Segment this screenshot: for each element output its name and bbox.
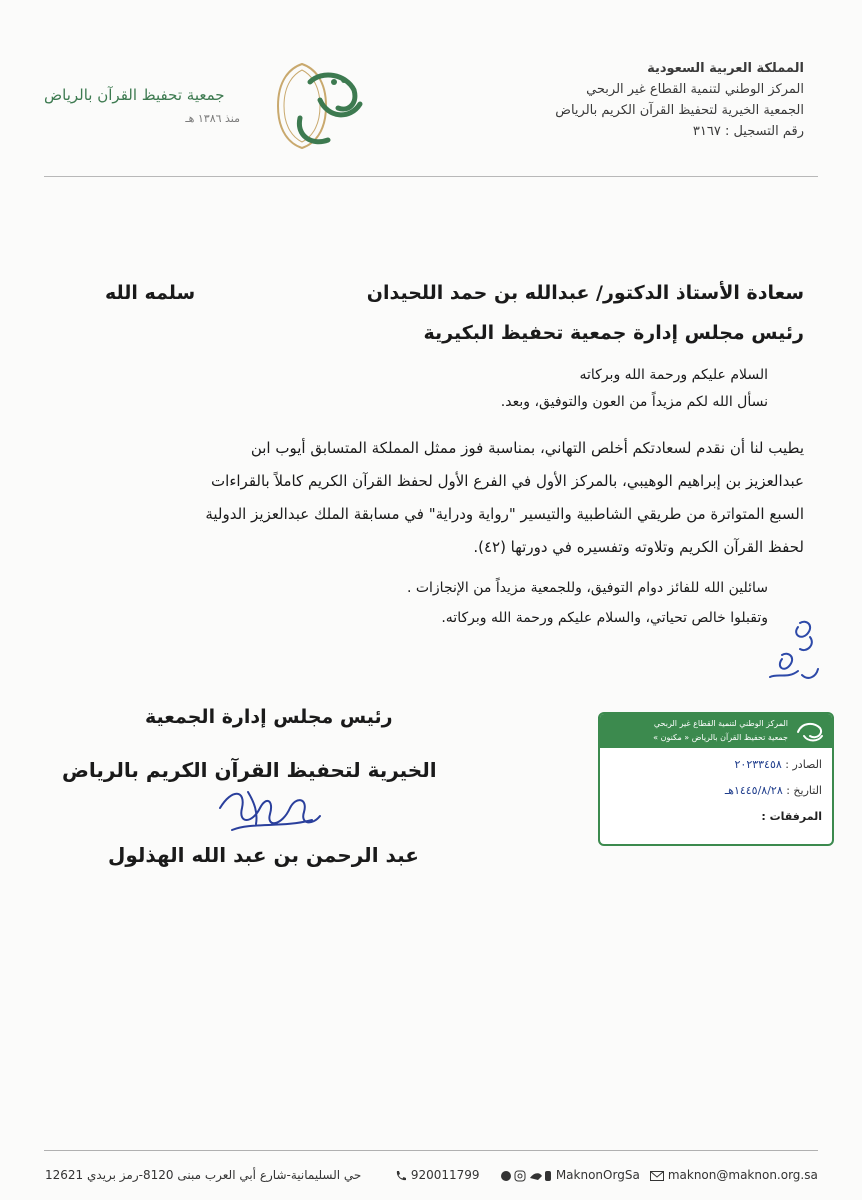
recipient-title: رئيس مجلس إدارة جمعية تحفيظ البكيرية xyxy=(423,322,804,344)
header-center: المركز الوطني لتنمية القطاع غير الربحي xyxy=(586,82,804,97)
signatory-name: عبد الرحمن بن عبد الله الهذلول xyxy=(108,843,419,867)
opening-wish: نسأل الله لكم مزيداً من العون والتوفيق، وبعد. xyxy=(500,394,768,410)
envelope-icon xyxy=(650,1171,664,1181)
stamp-attachments-row xyxy=(761,810,822,823)
letter-body xyxy=(58,432,804,564)
header-registration: رقم التسجيل : ٣١٦٧ xyxy=(692,124,804,139)
footer-divider xyxy=(44,1150,818,1151)
stamp-outgoing-label: الصادر : xyxy=(785,758,822,771)
honorific: سلمه الله xyxy=(105,282,196,304)
header-divider xyxy=(44,176,818,177)
signatory-title-2: الخيرية لتحفيظ القرآن الكريم بالرياض xyxy=(62,758,437,782)
maknon-logo xyxy=(250,60,370,152)
header-country: المملكة العربية السعودية xyxy=(647,61,804,76)
stamp-logo-icon xyxy=(794,720,826,744)
org-name: جمعية تحفيظ القرآن بالرياض xyxy=(44,86,225,104)
closing-wish: سائلين الله للفائز دوام التوفيق، وللجمعية مزيداً من الإنجازات . xyxy=(406,580,768,596)
body-line: السبع المتواترة من طريقي الشاطبية والتيسير "رواية ودراية" في مسابقة الملك عبدالعزيز الدولية xyxy=(205,505,804,523)
social-icons xyxy=(500,1170,552,1182)
founded-date: منذ ١٣٨٦ هـ xyxy=(185,112,240,125)
closing-regards: وتقبلوا خالص تحياتي، والسلام عليكم ورحمة الله وبركاته. xyxy=(441,610,768,626)
stamp-date-value: ١٤٤٥/٨/٢٨هـ xyxy=(724,784,783,797)
footer-social[interactable] xyxy=(500,1168,640,1182)
stamp-attachments-label: المرفقات : xyxy=(761,810,822,823)
stamp-outgoing-row xyxy=(735,758,822,771)
outgoing-stamp xyxy=(598,712,834,846)
stamp-outgoing-number: ٢٠٢٣٣٤٥٨ xyxy=(734,758,782,771)
footer-email[interactable] xyxy=(650,1168,818,1182)
footer-address: حي السليمانية-شارع أبي العرب مبنى 8120-رمز بريدي 12621 xyxy=(45,1168,362,1182)
signatory-title-1: رئيس مجلس إدارة الجمعية xyxy=(145,706,393,728)
footer-email-text: maknon@maknon.org.sa xyxy=(667,1168,818,1182)
recipient-name: سعادة الأستاذ الدكتور/ عبدالله بن حمد اللحيدان xyxy=(366,282,804,304)
stamp-header-line1: المركز الوطني لتنمية القطاع غير الربحي xyxy=(653,719,788,728)
greeting: السلام عليكم ورحمة الله وبركاته xyxy=(579,367,768,383)
header-association: الجمعية الخيرية لتحفيظ القرآن الكريم بالرياض xyxy=(555,103,804,118)
handwritten-signature xyxy=(212,778,324,842)
body-line: لحفظ القرآن الكريم وتلاوته وتفسيره في دورتها (٤٢). xyxy=(473,538,804,556)
footer-phone[interactable] xyxy=(395,1168,480,1182)
phone-icon xyxy=(395,1170,407,1182)
handwritten-note xyxy=(762,615,824,693)
stamp-header-line2: جمعية تحفيظ القرآن بالرياض « مكنون » xyxy=(653,733,788,742)
header-block xyxy=(484,58,804,142)
stamp-date-row xyxy=(725,784,822,797)
stamp-header xyxy=(600,714,832,748)
body-line: عبدالعزيز بن إبراهيم الوهيبي، بالمركز الأول في الفرع الأول لحفظ القرآن الكريم كاملاً بالقراءات xyxy=(211,472,804,490)
footer-phone-number: 920011799 xyxy=(410,1168,480,1182)
footer-social-handle: MaknonOrgSa xyxy=(555,1168,640,1182)
stamp-date-label: التاريخ : xyxy=(786,784,822,797)
body-line: يطيب لنا أن نقدم لسعادتكم أخلص التهاني، بمناسبة فوز ممثل المملكة المتسابق أيوب ابن xyxy=(250,439,804,457)
